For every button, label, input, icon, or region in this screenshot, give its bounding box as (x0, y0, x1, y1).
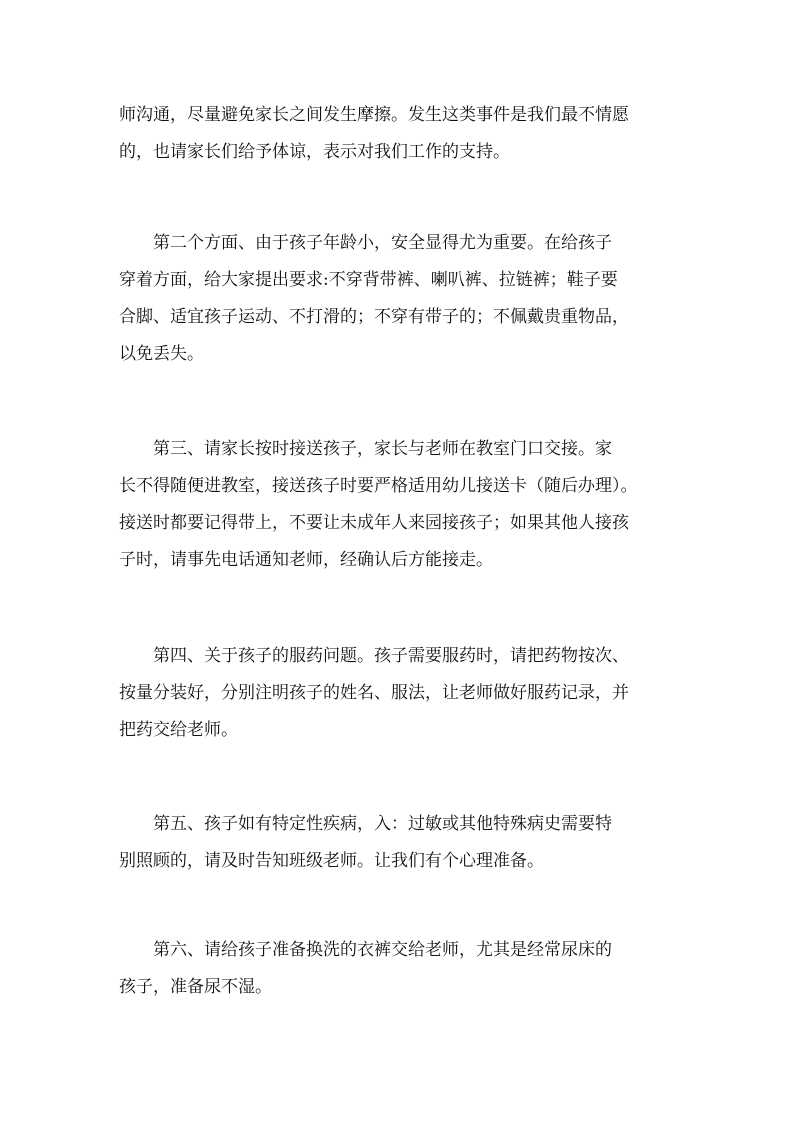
text-line: 第五、孩子如有特定性疾病，入：过敏或其他特殊病史需要特 (119, 814, 612, 834)
text-line: 按量分装好，分别注明孩子的姓名、服法，让老师做好服药记录，并 (119, 683, 629, 703)
text-line: 以免丢失。 (119, 344, 204, 364)
text-line: 子时，请事先电话通知老师，经确认后方能接走。 (119, 550, 493, 570)
text-line: 的，也请家长们给予体谅，表示对我们工作的支持。 (119, 142, 510, 162)
text-line: 孩子，准备尿不湿。 (119, 977, 272, 997)
text-line: 合脚、适宜孩子运动、不打滑的；不穿有带子的；不佩戴贵重物品， (119, 307, 629, 327)
paragraph-spare-clothes (119, 932, 679, 1006)
text-line: 第四、关于孩子的服药问题。孩子需要服药时，请把药物按次、 (119, 646, 629, 666)
text-line: 第二个方面、由于孩子年龄小，安全显得尤为重要。在给孩子 (119, 233, 612, 253)
text-line: 第六、请给孩子准备换洗的衣裤交给老师，尤其是经常尿床的 (119, 940, 612, 960)
paragraph-medication (119, 638, 679, 749)
text-line: 第三、请家长按时接送孩子，家长与老师在教室门口交接。家 (119, 439, 612, 459)
text-line: 接送时都要记得带上，不要让未成年人来园接孩子；如果其他人接孩 (119, 513, 629, 533)
text-line: 把药交给老师。 (119, 720, 238, 740)
text-line: 长不得随便进教室，接送孩子时要严格适用幼儿接送卡（随后办理）。 (119, 476, 638, 496)
paragraph-safety-clothing (119, 225, 679, 373)
paragraph-pickup (119, 431, 679, 579)
text-line: 穿着方面，给大家提出要求:不穿背带裤、喇叭裤、拉链裤；鞋子要 (119, 270, 618, 290)
paragraph-communication (119, 97, 679, 171)
text-line: 别照顾的，请及时告知班级老师。让我们有个心理准备。 (119, 851, 544, 871)
text-line: 师沟通，尽量避免家长之间发生摩擦。发生这类事件是我们最不情愿 (119, 105, 629, 125)
paragraph-special-illness (119, 806, 679, 880)
